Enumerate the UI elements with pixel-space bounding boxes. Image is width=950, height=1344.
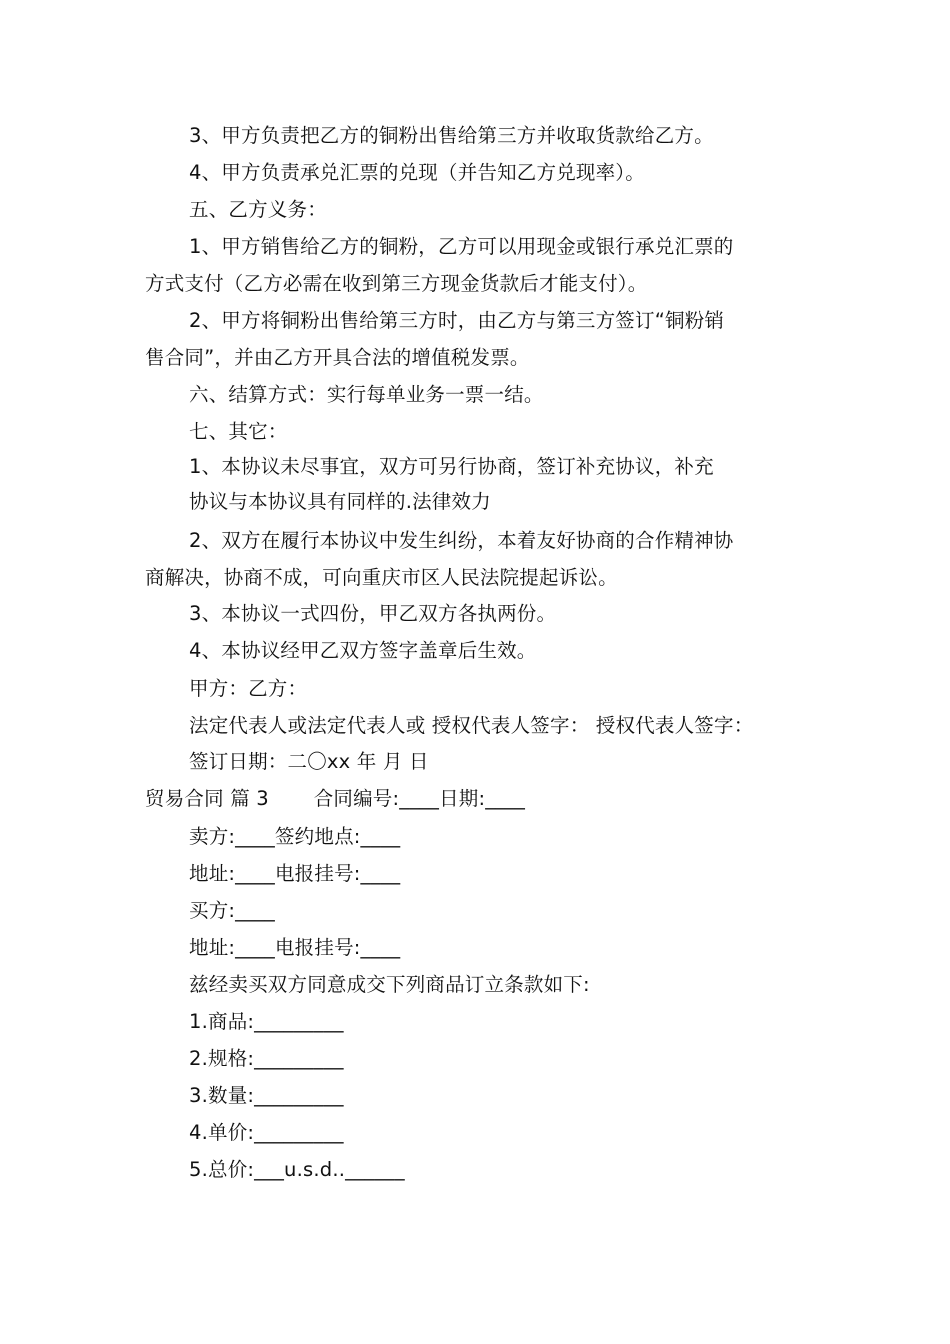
- section-heading: 六、结算方式：实行每单业务一票一结。: [189, 383, 544, 406]
- form-line-buyer-address: 地址:____电报挂号:____: [189, 936, 401, 959]
- signing-date: 签订日期：二〇xx 年 月 日: [189, 750, 429, 773]
- form-line-quantity: 3.数量:_________: [189, 1084, 344, 1107]
- text-line: 3、本协议一式四份，甲乙双方各执两份。: [189, 602, 557, 625]
- form-line-unit-price: 4.单价:_________: [189, 1121, 344, 1144]
- text-line: 2、甲方将铜粉出售给第三方时，由乙方与第三方签订“铜粉销: [189, 309, 725, 332]
- section-heading: 七、其它：: [189, 420, 288, 443]
- text-line: 商解决，协商不成，可向重庆市区人民法院提起诉讼。: [145, 566, 618, 589]
- text-line: 4、本协议经甲乙双方签字盖章后生效。: [189, 639, 537, 662]
- signature-representatives: 法定代表人或法定代表人或 授权代表人签字： 授权代表人签字：: [189, 714, 754, 737]
- text-line: 协议与本协议具有同样的.法律效力: [189, 490, 491, 513]
- form-line-seller: 卖方:____签约地点:____: [189, 825, 401, 848]
- form-line-seller-address: 地址:____电报挂号:____: [189, 862, 401, 885]
- contract-title: 贸易合同 篇 3 合同编号:____日期:____: [145, 787, 526, 810]
- text-line: 1、本协议未尽事宜，双方可另行协商，签订补充协议，补充: [189, 455, 714, 478]
- text-line: 方式支付（乙方必需在收到第三方现金货款后才能支付）。: [145, 272, 648, 295]
- section-heading: 五、乙方义务：: [189, 198, 327, 221]
- text-line: 4、甲方负责承兑汇票的兑现（并告知乙方兑现率）。: [189, 161, 645, 184]
- form-line-total-price: 5.总价:___u.s.d..______: [189, 1158, 405, 1181]
- text-line: 1、甲方销售给乙方的铜粉，乙方可以用现金或银行承兑汇票的: [189, 235, 734, 258]
- form-line-buyer: 买方:____: [189, 899, 275, 922]
- text-line: 售合同”，并由乙方开具合法的增值税发票。: [145, 346, 530, 369]
- text-line: 兹经卖买双方同意成交下列商品订立条款如下:: [189, 973, 590, 996]
- signature-parties: 甲方：乙方：: [189, 677, 308, 700]
- form-line-spec: 2.规格:_________: [189, 1047, 344, 1070]
- text-line: 2、双方在履行本协议中发生纠纷，本着友好协商的合作精神协: [189, 529, 734, 552]
- form-line-goods: 1.商品:_________: [189, 1010, 344, 1033]
- text-line: 3、甲方负责把乙方的铜粉出售给第三方并收取货款给乙方。: [189, 124, 714, 147]
